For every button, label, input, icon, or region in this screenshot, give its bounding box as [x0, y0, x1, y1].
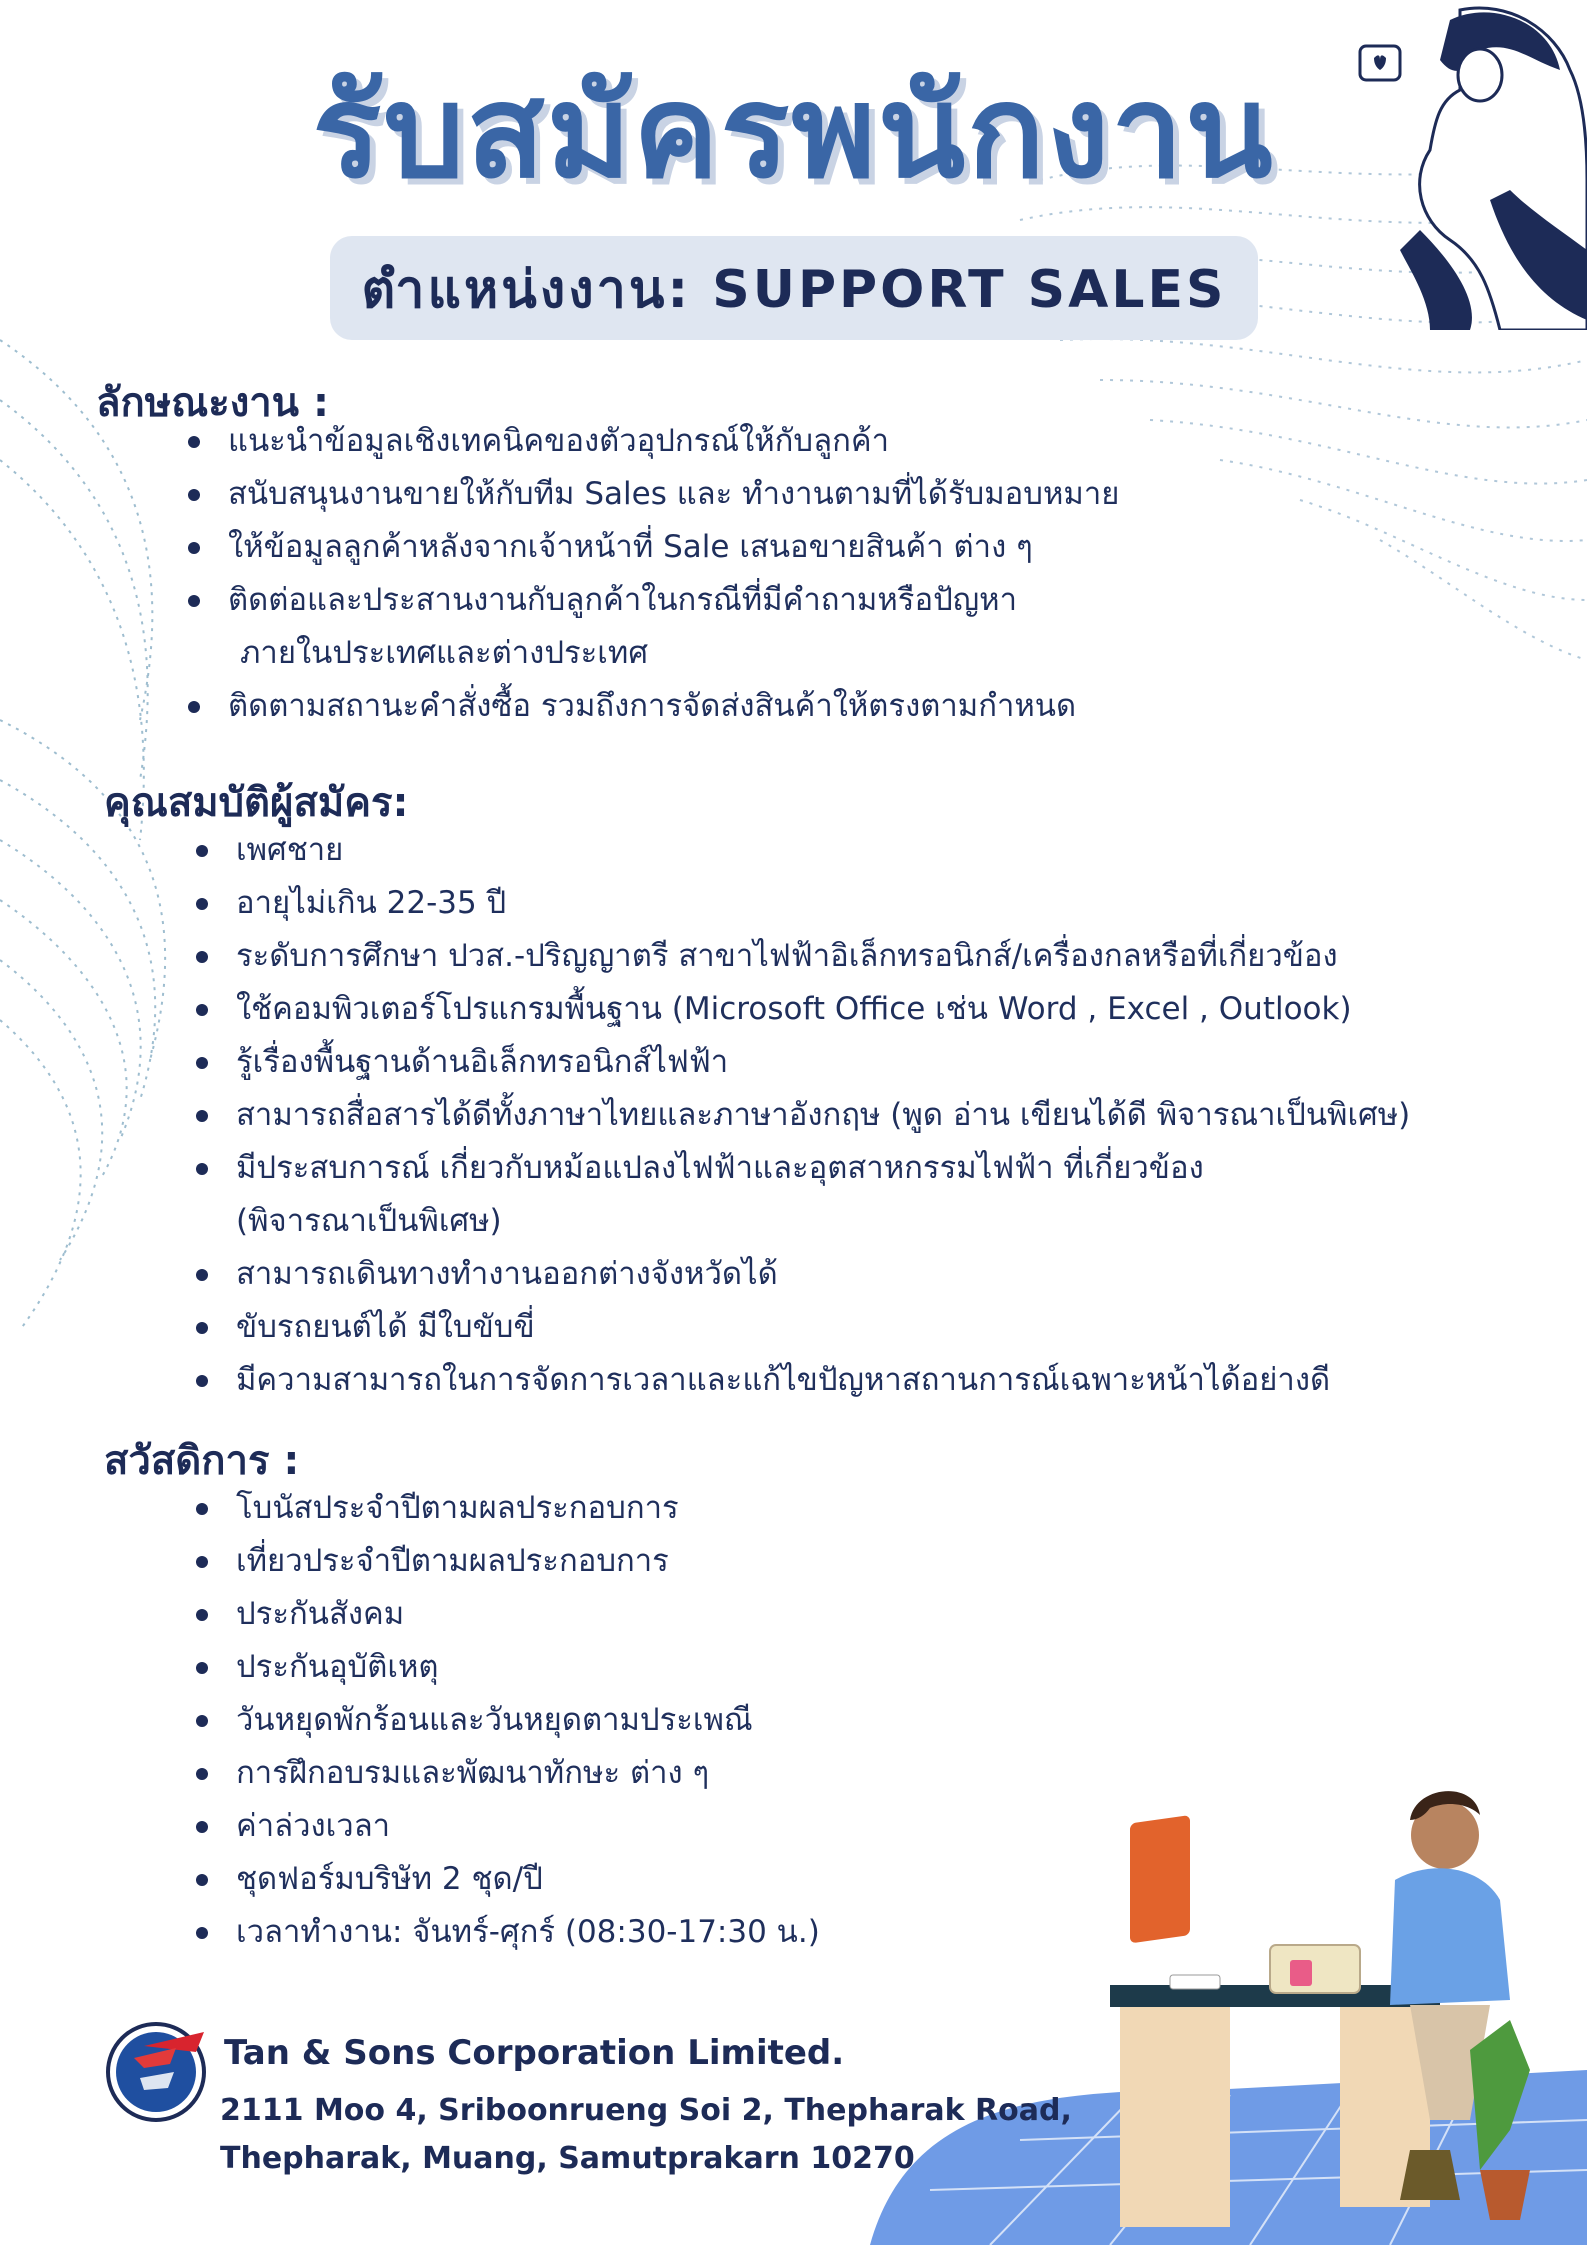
- list-item: สามารถสื่อสารได้ดีทั้งภาษาไทยและภาษาอังกฤษ (พูด อ่าน เขียนได้ดี พิจารณาเป็นพิเศษ): [190, 1089, 1410, 1142]
- page-headline: รับสมัครพนักงาน: [312, 58, 1275, 207]
- list-item: แนะนำข้อมูลเชิงเทคนิคของตัวอุปกรณ์ให้กับลูกค้า: [182, 415, 1119, 468]
- list-item: [182, 574, 1119, 680]
- list-item: มีความสามารถในการจัดการเวลาและแก้ไขปัญหาสถานการณ์เฉพาะหน้าได้อย่างดี: [190, 1354, 1410, 1407]
- list-item: สนับสนุนงานขายให้กับทีม Sales และ ทำงานตามที่ได้รับมอบหมาย: [182, 468, 1119, 521]
- qualification-section-title: คุณสมบัติผู้สมัคร:: [104, 780, 409, 826]
- position-title: ตำแหน่งงาน: SUPPORT SALES: [330, 236, 1258, 340]
- list-item-text: มีประสบการณ์ เกี่ยวกับหม้อแปลงไฟฟ้าและอุตสาหกรรมไฟฟ้า ที่เกี่ยวข้อง: [236, 1150, 1204, 1186]
- list-item: ระดับการศึกษา ปวส.-ปริญญาตรี สาขาไฟฟ้าอิเล็กทรอนิกส์/เครื่องกลหรือที่เกี่ยวข้อง: [190, 930, 1410, 983]
- office-worker-illustration: [870, 1770, 1587, 2245]
- list-item: ประกันอุบัติเหตุ: [190, 1641, 820, 1694]
- list-item: อายุไม่เกิน 22-35 ปี: [190, 877, 1410, 930]
- list-item: สามารถเดินทางทำงานออกต่างจังหวัดได้: [190, 1248, 1410, 1301]
- qualification-list: [190, 824, 1410, 1407]
- list-item: ขับรถยนต์ได้ มีใบขับขี่: [190, 1301, 1410, 1354]
- list-item: รู้เรื่องพื้นฐานด้านอิเล็กทรอนิกส์ไฟฟ้า: [190, 1036, 1410, 1089]
- list-item: ชุดฟอร์มบริษัท 2 ชุด/ปี: [190, 1853, 820, 1906]
- list-item: การฝึกอบรมและพัฒนาทักษะ ต่าง ๆ: [190, 1747, 820, 1800]
- list-item-continuation: (พิจารณาเป็นพิเศษ): [236, 1203, 502, 1239]
- benefits-section-title: สวัสดิการ :: [104, 1438, 300, 1484]
- job-section-title: ลักษณะงาน :: [96, 380, 329, 426]
- list-item: โบนัสประจำปีตามผลประกอบการ: [190, 1482, 820, 1535]
- job-description-list: [182, 415, 1119, 733]
- company-address-line2: Thepharak, Muang, Samutprakarn 10270: [220, 2141, 915, 2176]
- list-item: ใช้คอมพิวเตอร์โปรแกรมพื้นฐาน (Microsoft Office เช่น Word , Excel , Outlook): [190, 983, 1410, 1036]
- company-address-line1: 2111 Moo 4, Sriboonrueng Soi 2, Thepharak Road,: [220, 2093, 1072, 2128]
- list-item: เวลาทำงาน: จันทร์-ศุกร์ (08:30-17:30 น.): [190, 1906, 820, 1959]
- list-item: ให้ข้อมูลลูกค้าหลังจากเจ้าหน้าที่ Sale เสนอขายสินค้า ต่าง ๆ: [182, 521, 1119, 574]
- list-item: วันหยุดพักร้อนและวันหยุดตามประเพณี: [190, 1694, 820, 1747]
- benefits-list: [190, 1482, 820, 1959]
- list-item: ค่าล่วงเวลา: [190, 1800, 820, 1853]
- list-item: ติดตามสถานะคำสั่งซื้อ รวมถึงการจัดส่งสินค้าให้ตรงตามกำหนด: [182, 680, 1119, 733]
- list-item: เพศชาย: [190, 824, 1410, 877]
- list-item: [190, 1142, 1410, 1248]
- company-logo: [104, 2018, 212, 2122]
- list-item: เที่ยวประจำปีตามผลประกอบการ: [190, 1535, 820, 1588]
- list-item-text: ติดต่อและประสานงานกับลูกค้าในกรณีที่มีคำถามหรือปัญหา: [228, 582, 1018, 618]
- company-name: Tan & Sons Corporation Limited.: [224, 2033, 845, 2073]
- list-item: ประกันสังคม: [190, 1588, 820, 1641]
- list-item-continuation: ภายในประเทศและต่างประเทศ: [240, 635, 649, 671]
